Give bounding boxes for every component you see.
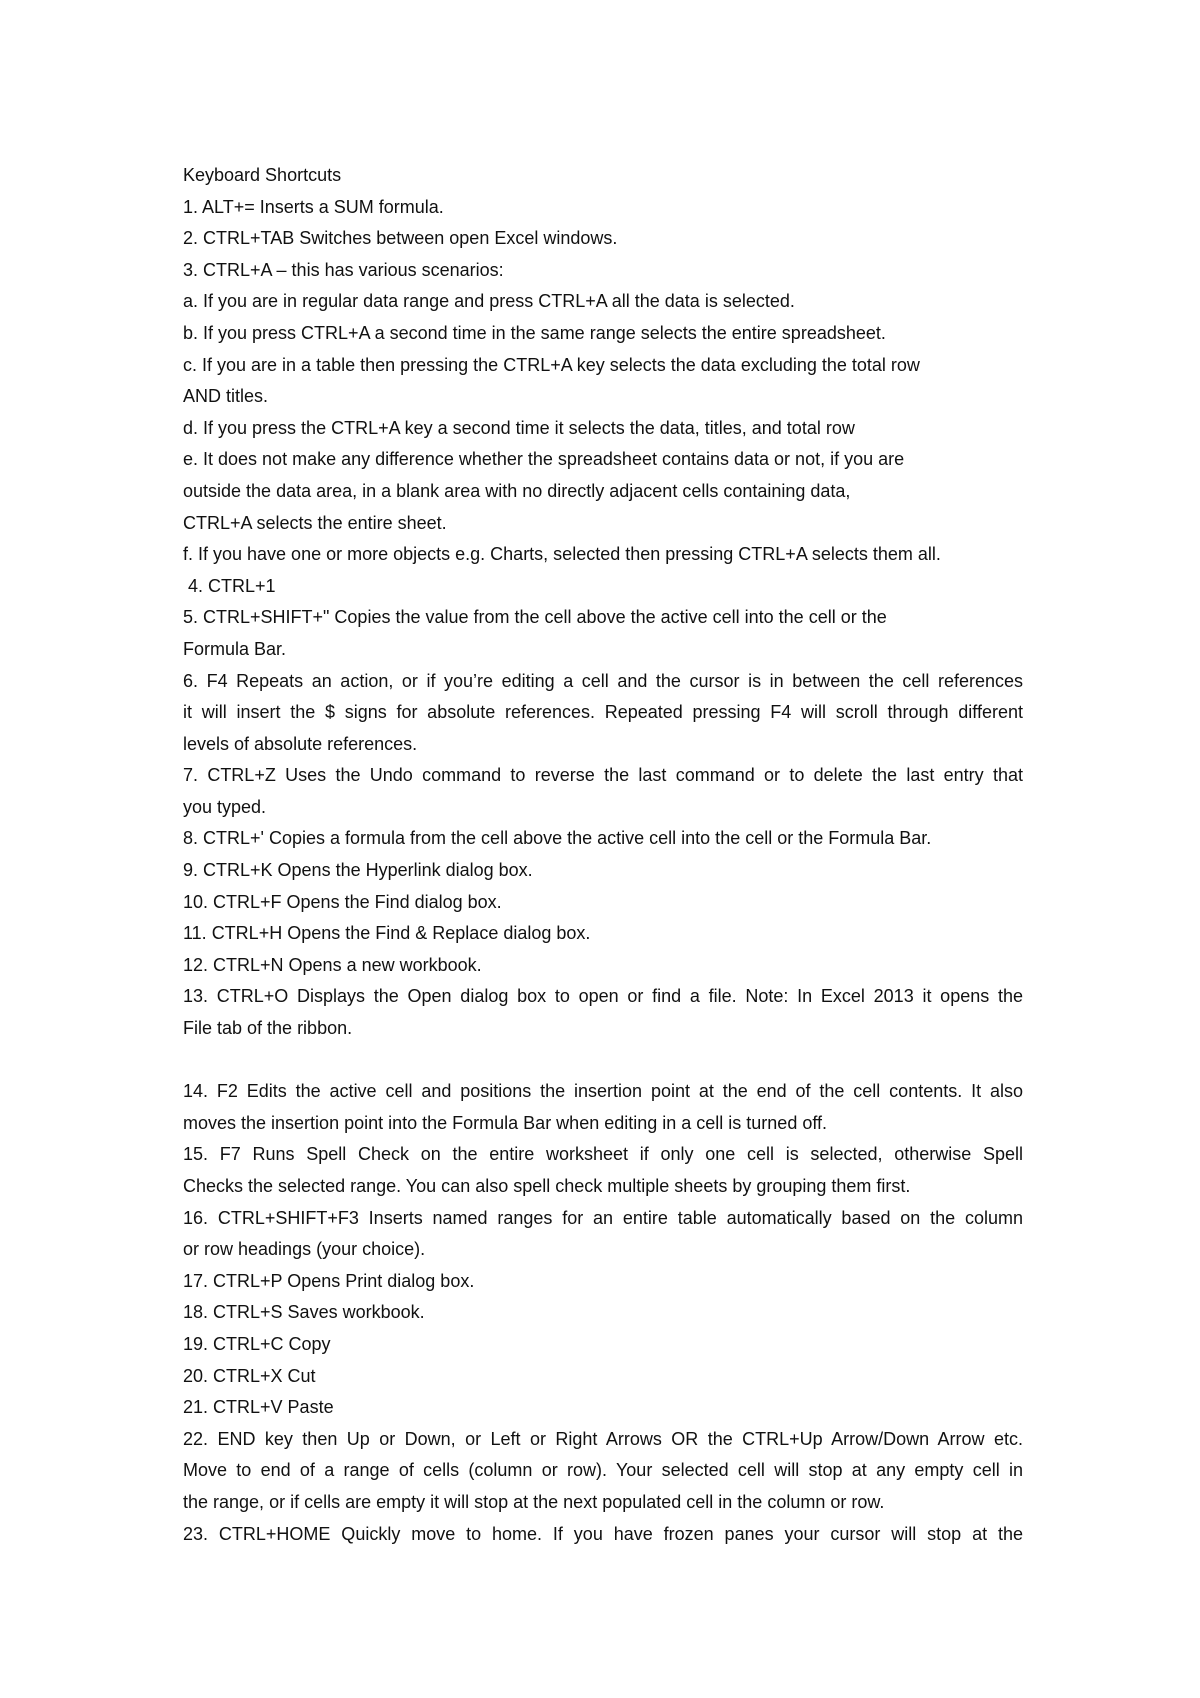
shortcut-item-11: 11. CTRL+H Opens the Find & Replace dialog box. [183,923,591,944]
shortcut-item-17: 17. CTRL+P Opens Print dialog box. [183,1270,475,1291]
shortcut-item-12: 12. CTRL+N Opens a new workbook. [183,954,482,975]
shortcut-item-7-cont: you typed. [183,796,267,817]
shortcut-item-6-cont-1: it will insert the $ signs for absolute references. Repeated pressing F4 will scroll through different [183,702,1023,723]
shortcut-item-15: 15. F7 Runs Spell Check on the entire worksheet if only one cell is selected, otherwise Spell [183,1144,1023,1165]
shortcut-item-6: 6. F4 Repeats an action, or if you’re editing a cell and the cursor is in between the cell references [183,670,1023,691]
document-body [183,160,1023,1550]
scenario-d: d. If you press the CTRL+A key a second time it selects the data, titles, and total row [183,417,855,438]
shortcut-item-13: 13. CTRL+O Displays the Open dialog box to open or find a file. Note: In Excel 2013 it opens the [183,986,1023,1007]
shortcut-item-18: 18. CTRL+S Saves workbook. [183,1302,425,1323]
document-heading: Keyboard Shortcuts [183,165,342,185]
shortcut-item-13-cont: File tab of the ribbon. [183,1018,353,1039]
shortcut-item-6-cont-2: levels of absolute references. [183,733,418,754]
scenario-e: e. It does not make any difference whether the spreadsheet contains data or not, if you are [183,449,905,470]
scenario-e-cont-2: CTRL+A selects the entire sheet. [183,512,447,533]
shortcut-item-14: 14. F2 Edits the active cell and positions the insertion point at the end of the cell contents. It also [183,1081,1023,1102]
shortcut-item-16-cont: or row headings (your choice). [183,1239,426,1260]
scenario-f: f. If you have one or more objects e.g. Charts, selected then pressing CTRL+A selects them all. [183,544,941,565]
scenario-c: c. If you are in a table then pressing the CTRL+A key selects the data excluding the total row [183,354,920,375]
shortcut-item-5: 5. CTRL+SHIFT+" Copies the value from the cell above the active cell into the cell or the [183,607,887,628]
shortcut-item-23: 23. CTRL+HOME Quickly move to home. If you have frozen panes your cursor will stop at the [183,1523,1023,1544]
shortcut-item-2: 2. CTRL+TAB Switches between open Excel windows. [183,228,618,249]
shortcut-item-5-cont: Formula Bar. [183,638,287,659]
shortcut-item-20: 20. CTRL+X Cut [183,1365,316,1386]
shortcut-item-7: 7. CTRL+Z Uses the Undo command to reverse the last command or to delete the last entry that [183,765,1023,786]
shortcut-item-16: 16. CTRL+SHIFT+F3 Inserts named ranges for an entire table automatically based on the column [183,1207,1023,1228]
shortcut-item-22: 22. END key then Up or Down, or Left or Right Arrows OR the CTRL+Up Arrow/Down Arrow etc. [183,1428,1023,1449]
paragraph-gap [183,1045,1023,1077]
scenario-e-cont-1: outside the data area, in a blank area with no directly adjacent cells containing data, [183,480,851,501]
shortcut-item-9: 9. CTRL+K Opens the Hyperlink dialog box. [183,860,533,881]
shortcut-item-22-cont-2: the range, or if cells are empty it will stop at the next populated cell in the column or row. [183,1491,885,1512]
scenario-b: b. If you press CTRL+A a second time in the same range selects the entire spreadsheet. [183,322,886,343]
scenario-c-cont: AND titles. [183,386,269,407]
shortcut-item-4: 4. CTRL+1 [188,575,276,596]
shortcut-item-8: 8. CTRL+' Copies a formula from the cell above the active cell into the cell or the Formula Bar. [183,828,932,849]
shortcut-item-10: 10. CTRL+F Opens the Find dialog box. [183,891,502,912]
shortcut-item-15-cont: Checks the selected range. You can also spell check multiple sheets by grouping them first. [183,1176,911,1196]
shortcut-item-3: 3. CTRL+A – this has various scenarios: [183,259,504,280]
shortcut-item-14-cont: moves the insertion point into the Formula Bar when editing in a cell is turned off. [183,1112,828,1133]
scenario-a: a. If you are in regular data range and press CTRL+A all the data is selected. [183,291,795,312]
shortcut-item-1: 1. ALT+= Inserts a SUM formula. [183,196,444,217]
shortcut-item-19: 19. CTRL+C Copy [183,1333,331,1354]
shortcut-item-21: 21. CTRL+V Paste [183,1397,334,1418]
shortcut-item-22-cont-1: Move to end of a range of cells (column or row). Your selected cell will stop at any empty cell in [183,1460,1023,1481]
